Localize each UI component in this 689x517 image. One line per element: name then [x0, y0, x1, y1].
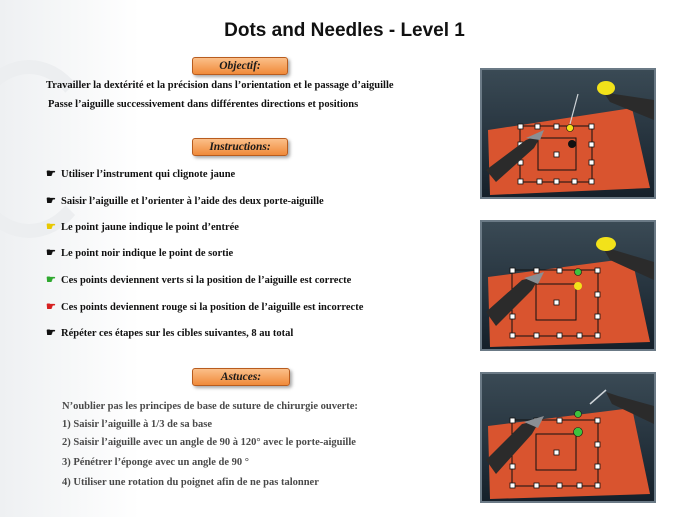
instruction-item [46, 167, 235, 180]
instructions-heading: Instructions: [192, 138, 288, 156]
objectif-line-2: Passe l’aiguille successivement dans différentes directions et positions [48, 99, 359, 110]
objectif-heading: Objectif: [192, 57, 288, 75]
black-hand-icon: ☛ [46, 327, 56, 339]
simulation-image-2 [480, 220, 656, 351]
green-hand-icon: ☛ [46, 274, 56, 286]
black-hand-icon: ☛ [46, 195, 56, 207]
instruction-item [46, 326, 293, 339]
astuces-heading: Astuces: [192, 368, 290, 386]
instruction-item [46, 194, 324, 207]
simulation-image-1 [480, 68, 656, 199]
simulation-image-3 [480, 372, 656, 503]
instruction-text: Utiliser l’instrument qui clignote jaune [61, 169, 236, 180]
instruction-text: Le point jaune indique le point d’entrée [61, 222, 239, 233]
astuce-item: 4) Utiliser une rotation du poignet afin de ne pas talonner [62, 477, 319, 488]
astuce-item: 1) Saisir l’aiguille à 1/3 de sa base [62, 419, 213, 430]
instruction-item [46, 300, 363, 313]
instruction-text: Ces points deviennent rouge si la position de l’aiguille est incorrecte [61, 302, 364, 313]
astuce-item: 3) Pénétrer l’éponge avec un angle de 90 ° [62, 457, 249, 468]
instruction-item [46, 273, 351, 286]
yellow-hand-icon: ☛ [46, 221, 56, 233]
red-hand-icon: ☛ [46, 301, 56, 313]
instruction-text: Le point noir indique le point de sortie [61, 248, 234, 259]
instruction-text: Ces points deviennent verts si la position de l’aiguille est correcte [61, 275, 352, 286]
objectif-line-1: Travailler la dextérité et la précision dans l’orientation et le passage d’aiguille [46, 80, 394, 91]
black-hand-icon: ☛ [46, 247, 56, 259]
instruction-text: Répéter ces étapes sur les cibles suivantes, 8 au total [61, 328, 294, 339]
instruction-item [46, 220, 239, 233]
astuce-item: N’oublier pas les principes de base de suture de chirurgie ouverte: [62, 401, 358, 412]
black-hand-icon: ☛ [46, 168, 56, 180]
instruction-item [46, 246, 233, 259]
page-title: Dots and Needles - Level 1 [224, 20, 465, 41]
instruction-text: Saisir l’aiguille et l’orienter à l’aide des deux porte-aiguille [61, 196, 324, 207]
astuce-item: 2) Saisir l’aiguille avec un angle de 90 à 120° avec le porte-aiguille [62, 437, 356, 448]
